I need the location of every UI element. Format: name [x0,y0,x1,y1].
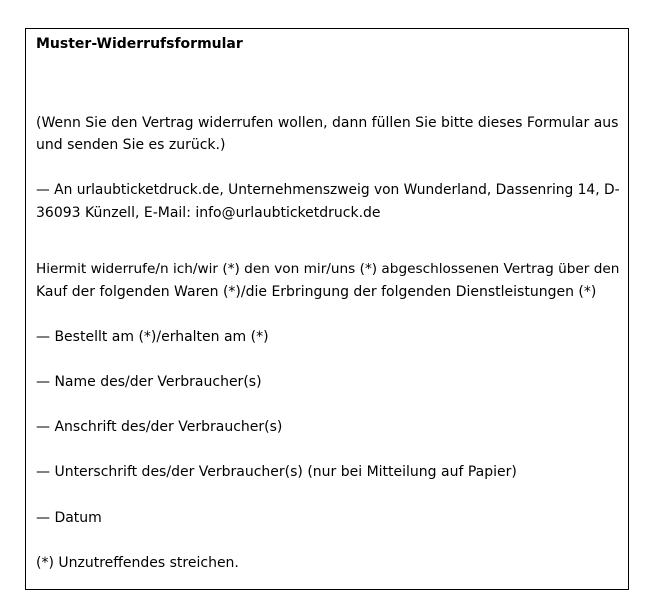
field-consumer-address: — Anschrift des/der Verbraucher(s) [36,419,283,435]
recipient-line-2: 36093 Künzell, E-Mail: info@urlaubticketdruck.de [36,205,381,221]
intro-line-2: und senden Sie es zurück.) [36,137,226,153]
field-date: — Datum [36,510,102,526]
withdrawal-form [25,28,629,590]
recipient-line-1: — An urlaubticketdruck.de, Unternehmenszweig von Wunderland, Dassenring 14, D- [36,182,620,198]
intro-line-1: (Wenn Sie den Vertrag widerrufen wollen, dann füllen Sie bitte dieses Formular aus [36,115,619,131]
declaration-line-2: Kauf der folgenden Waren (*)/die Erbringung der folgenden Dienstleistungen (*) [36,284,597,300]
declaration-line-1: Hiermit widerrufe/n ich/wir (*) den von mir/uns (*) abgeschlossenen Vertrag über den [36,261,620,277]
form-title: Muster-Widerrufsformular [36,36,243,52]
field-order-date: — Bestellt am (*)/erhalten am (*) [36,329,269,345]
field-consumer-name: — Name des/der Verbraucher(s) [36,374,262,390]
footnote: (*) Unzutreffendes streichen. [36,555,239,571]
field-consumer-signature: — Unterschrift des/der Verbraucher(s) (nur bei Mitteilung auf Papier) [36,464,517,480]
